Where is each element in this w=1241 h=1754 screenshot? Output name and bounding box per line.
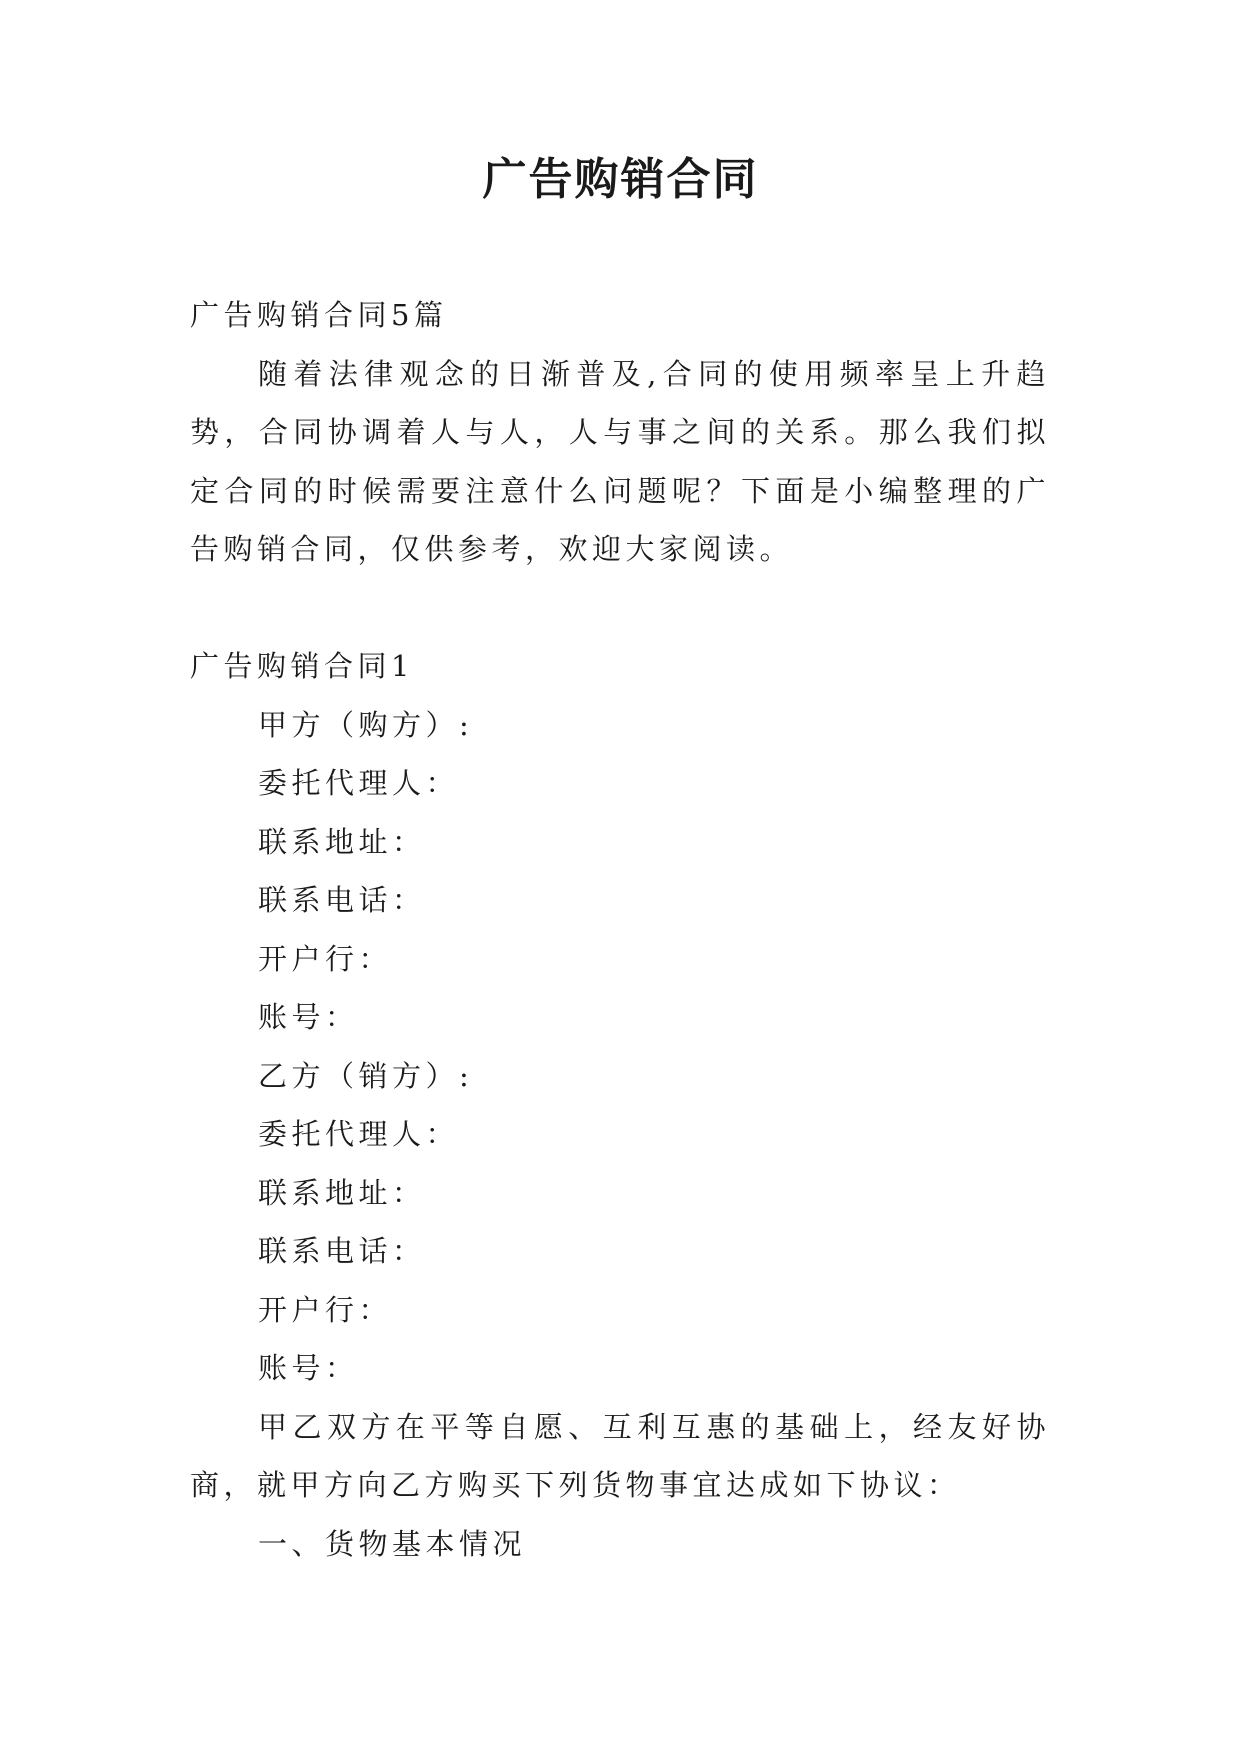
party-b-phone-field: 联系电话： <box>258 1234 426 1268</box>
party-b-address-field: 联系地址： <box>258 1175 426 1210</box>
party-a-bank-field: 开户行： <box>258 941 393 976</box>
agreement-paragraph: 甲乙双方在平等自愿、互利互惠的基础上，经友好协商，就甲方向乙方购买下列货物事宜达成如下协议： <box>190 1409 1050 1502</box>
blank-line <box>190 579 1050 638</box>
document-subtitle: 广告购销合同5篇 <box>190 298 448 332</box>
party-a-phone-field: 联系电话： <box>258 883 426 917</box>
section-heading: 广告购销合同1 <box>190 649 414 683</box>
clause-1-heading: 一、货物基本情况 <box>258 1526 527 1561</box>
party-a-agent-field: 委托代理人： <box>258 766 460 800</box>
party-b-account-field: 账号： <box>258 1351 359 1385</box>
party-a-label: 甲方（购方）: <box>258 707 474 742</box>
document-title: 广告购销合同 <box>482 154 759 205</box>
party-b-bank-field: 开户行： <box>258 1292 393 1327</box>
intro-paragraph: 随着法律观念的日渐普及,合同的使用频率呈上升趋势，合同协调着人与人，人与事之间的关系。那么我们拟定合同的时候需要注意什么问题呢？下面是小编整理的广告购销合同，仅供参考，欢迎大家阅读。 <box>190 356 1050 566</box>
document-body <box>190 286 1050 1573</box>
party-b-agent-field: 委托代理人： <box>258 1117 460 1151</box>
party-a-address-field: 联系地址： <box>258 824 426 859</box>
party-b-label: 乙方（销方）: <box>258 1058 474 1093</box>
party-a-account-field: 账号： <box>258 1000 359 1034</box>
